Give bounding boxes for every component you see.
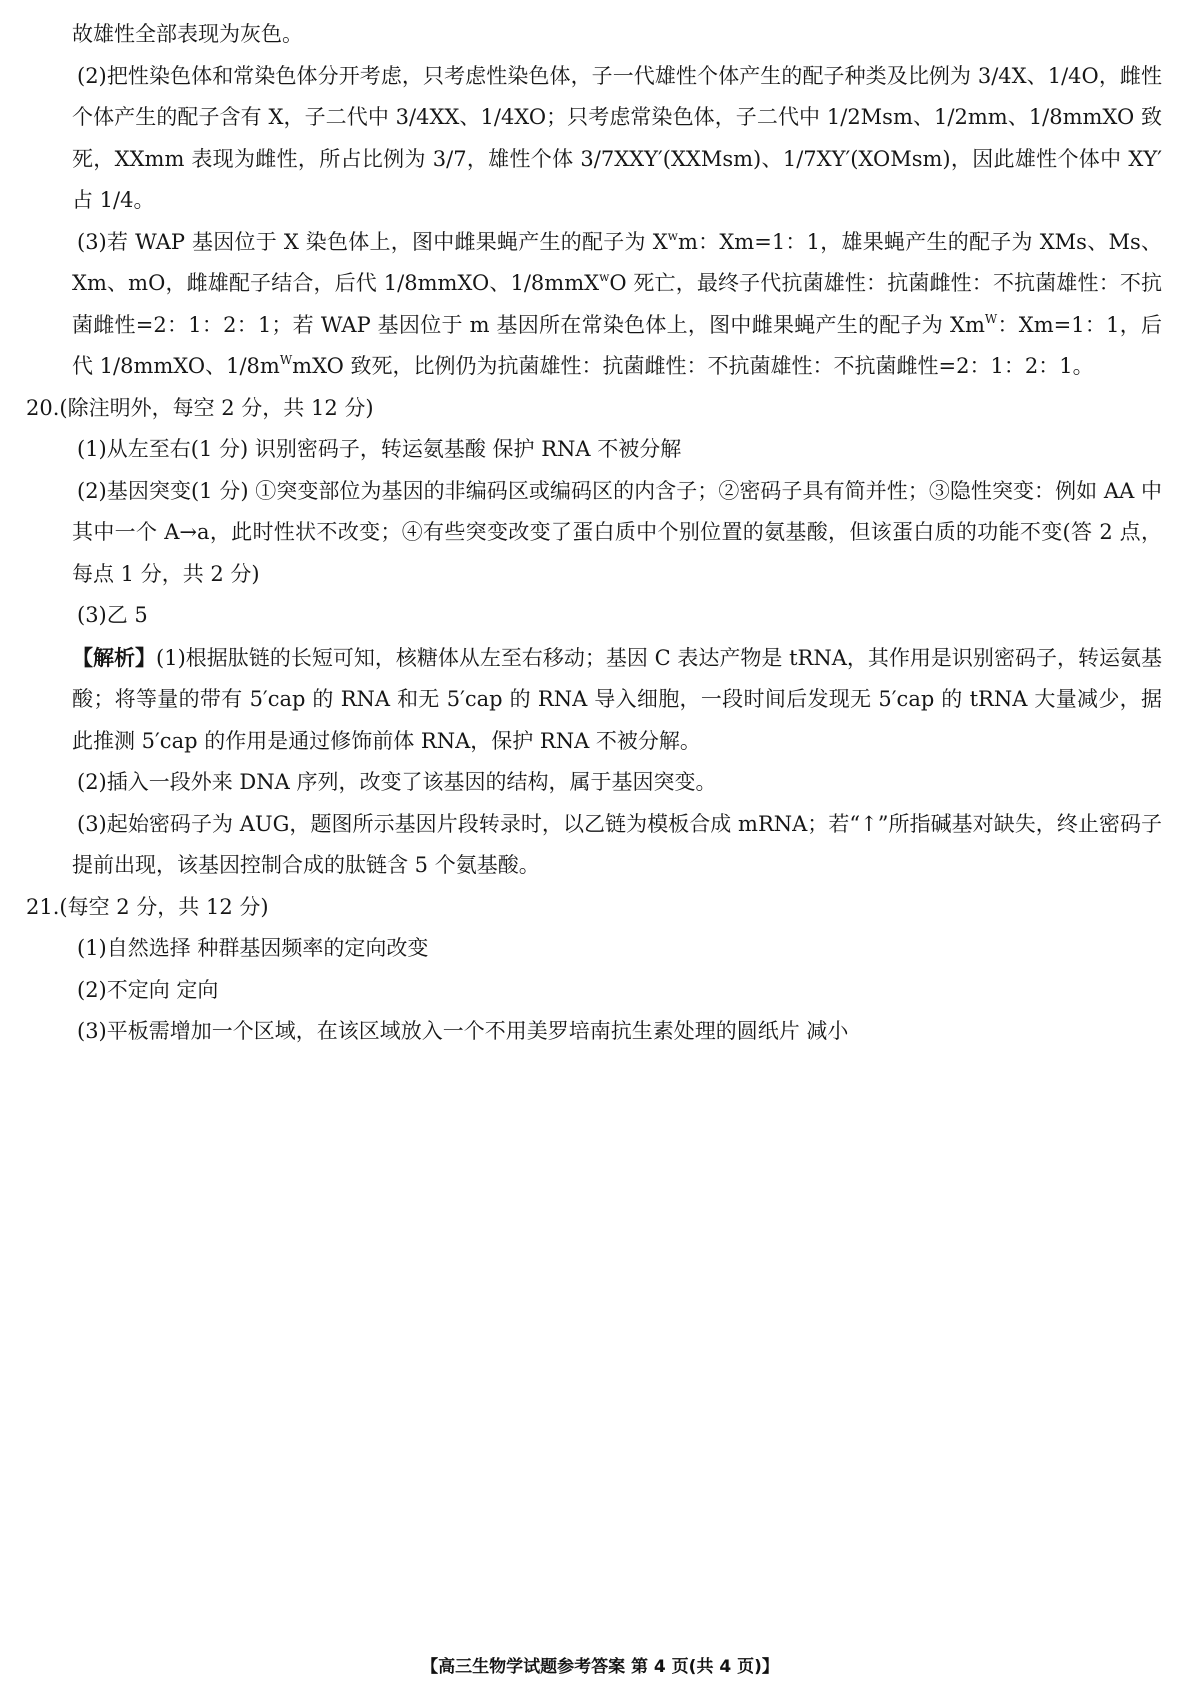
q20-answer-3: (3)乙 5 (77, 603, 148, 627)
q19-part3: (3)若 WAP 基因位于 X 染色体上，图中雌果蝇产生的配子为 $X^wm$：Xm=1：1，雄果蝇产生的配子为 XMs、Ms、Xm、mO，雌雄配子结合，后代 1/8mmXO、1/8mmX$^w$O 死亡，最终子代抗菌雄性：抗菌雌性：不抗菌雄性：不抗菌雌性=2：1：2：1；若 WAP 基因位于 m 基因所在常染色体上，图中雌果蝇产生的配子为 $Xm^W$：Xm=1：1，后代 1/8mmXO、$1/8m^WmXO$ 致死，比例仍为抗菌雄性：抗菌雌性：不抗菌雄性：不抗菌雌性=2：1：2：1。 (72, 228, 1163, 378)
answer-content (26, 14, 1163, 1053)
analysis-tag: 【解析】 (72, 644, 157, 670)
q20-analysis-1: 【解析】(1)根据肽链的长短可知，核糖体从左至右移动；基因 C 表达产物是 tRNA，其作用是识别密码子，转运氨基酸；将等量的带有 5′cap 的 RNA 和无 5′cap 的 RNA 导入细胞，一段时间后发现无 5′cap 的 tRNA 大量减少，据此推测 5′cap 的作用是通过修饰前体 RNA，保护 RNA 不被分解。 (72, 644, 1162, 753)
q21-answer-3: (3)平板需增加一个区域，在该区域放入一个不用美罗培南抗生素处理的圆纸片 减小 (77, 1019, 849, 1043)
page-footer: 【高三生物学试题参考答案 第 4 页(共 4 页)】 (421, 1657, 779, 1677)
q21-answer-2: (2)不定向 定向 (77, 977, 219, 1002)
q21-answer-1: (1)自然选择 种群基因频率的定向改变 (77, 936, 429, 960)
q20-answer-1: (1)从左至右(1 分) 识别密码子，转运氨基酸 保护 RNA 不被分解 (77, 437, 682, 461)
q21-header: 21.(每空 2 分，共 12 分) (26, 894, 269, 919)
q20-analysis-2: (2)插入一段外来 DNA 序列，改变了该基因的结构，属于基因突变。 (77, 770, 717, 794)
q19-part2: (2)把性染色体和常染色体分开考虑，只考虑性染色体，子一代雄性个体产生的配子种类及比例为 3/4X、1/4O，雌性个体产生的配子含有 X，子二代中 3/4XX、1/4XO；只考虑常染色体，子二代中 1/2Msm、1/2mm、1/8mmXO 致死，XXmm 表现为雌性，所占比例为 3/7，雄性个体 3/7XXY′(XXMsm)、1/7XY′(XOMsm)，因此雄性个体中 XY′占 1/4。 (72, 63, 1162, 212)
q19-line0: 故雄性全部表现为灰色。 (72, 22, 303, 46)
q20-header: 20.(除注明外，每空 2 分，共 12 分) (26, 395, 374, 420)
q20-answer-2: (2)基因突变(1 分) ①突变部位为基因的非编码区或编码区的内含子；②密码子具有简并性；③隐性突变：例如 AA 中其中一个 A→a，此时性状不改变；④有些突变改变了蛋白质中个别位置的氨基酸，但该蛋白质的功能不变(答 2 点，每点 1 分，共 2 分) (72, 478, 1162, 586)
q20-analysis-3: (3)起始密码子为 AUG，题图所示基因片段转录时，以乙链为模板合成 mRNA；若“↑”所指碱基对缺失，终止密码子提前出现，该基因控制合成的肽链含 5 个氨基酸。 (72, 811, 1162, 877)
